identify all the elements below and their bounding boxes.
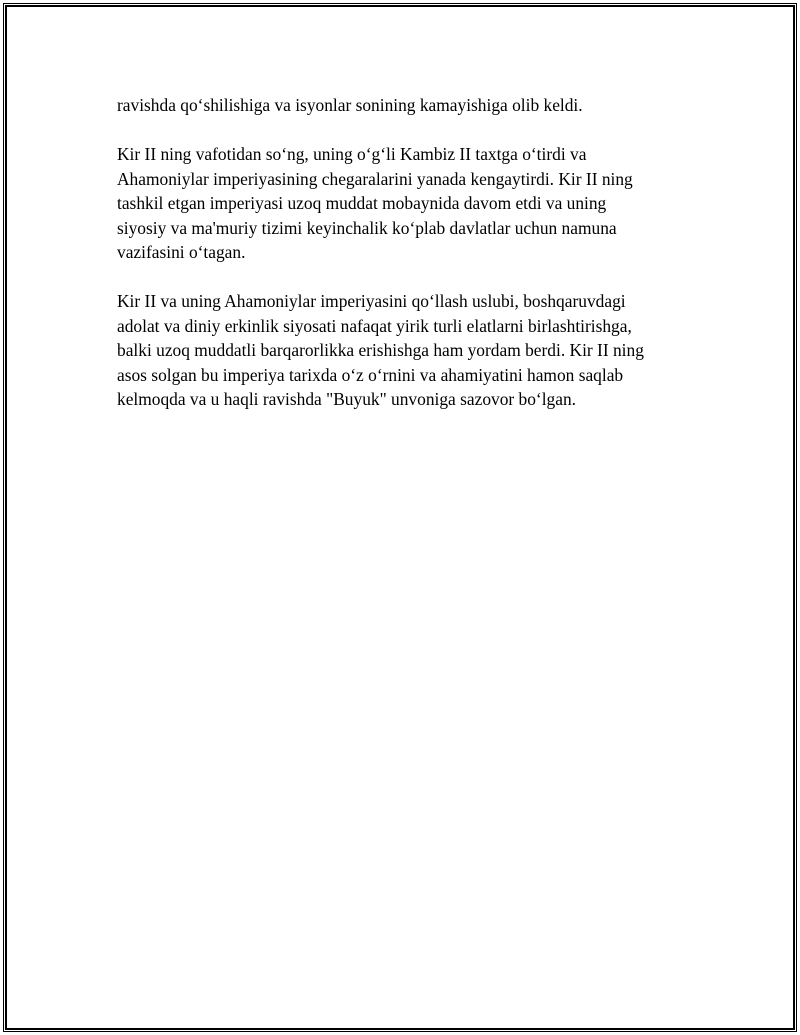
document-body xyxy=(117,93,697,436)
text-line: asos solgan bu imperiya tarixda o‘z o‘rnini va ahamiyatini hamon saqlab xyxy=(117,364,624,385)
paragraph-3 xyxy=(117,289,697,412)
text-line: siyosiy va ma'muriy tizimi keyinchalik ko‘plab davlatlar uchun namuna xyxy=(117,217,617,238)
text-line: tashkil etgan imperiyasi uzoq muddat mobaynida davom etdi va uning xyxy=(117,193,607,213)
text-line: Kir II va uning Ahamoniylar imperiyasini qo‘llash uslubi, boshqaruvdagi xyxy=(117,291,626,311)
text-line: vazifasini o‘tagan. xyxy=(117,242,246,262)
paragraph-2 xyxy=(117,142,697,265)
paragraph-1 xyxy=(117,93,697,118)
text-line: adolat va diniy erkinlik siyosati nafaqat yirik turli elatlarni birlashtirishga, xyxy=(117,315,632,336)
text-line: balki uzoq muddatli barqarorlikka erishishga ham yordam berdi. Kir II ning xyxy=(117,340,644,360)
text-line: Kir II ning vafotidan so‘ng, uning o‘g‘li Kambiz II taxtga o‘tirdi va xyxy=(117,144,587,164)
text-line: Ahamoniylar imperiyasining chegaralarini yanada kengaytirdi. Kir II ning xyxy=(117,168,633,189)
text-line: ravishda qo‘shilishiga va isyonlar sonining kamayishiga olib keldi. xyxy=(117,95,583,115)
text-line: kelmoqda va u haqli ravishda "Buyuk" unvoniga sazovor bo‘lgan. xyxy=(117,389,577,409)
